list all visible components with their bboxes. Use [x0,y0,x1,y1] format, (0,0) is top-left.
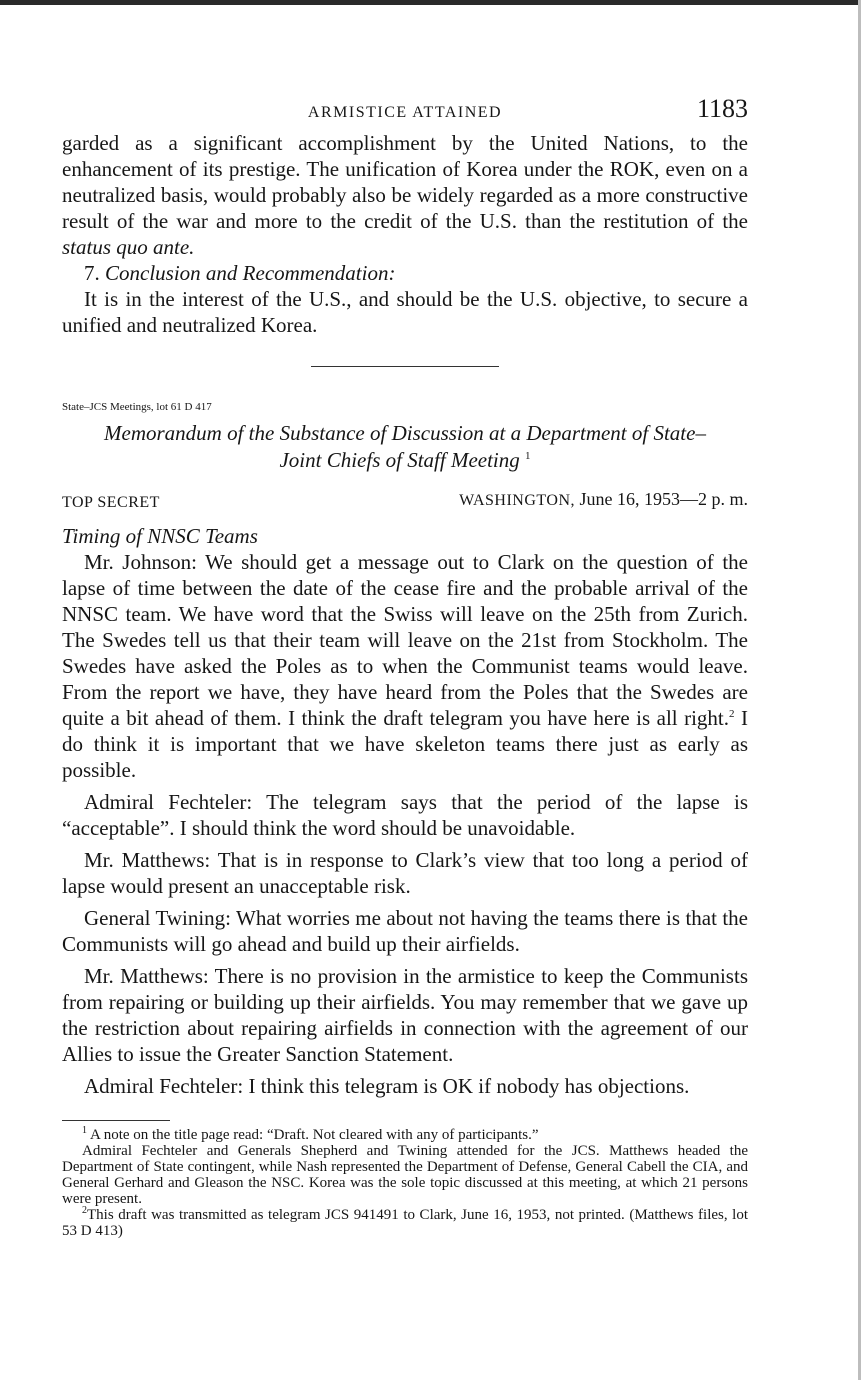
footnote-mark-2: 2 [729,708,735,720]
dateline-place: WASHINGTON, [459,492,575,509]
document-title-line-1: Memorandum of the Substance of Discussion at a Department of State– [104,421,706,445]
document-title-line-2-text: Joint Chiefs of Staff Meeting [279,448,520,472]
document-title-line-2 [62,447,748,474]
footnote-2 [62,1207,748,1239]
continued-paragraph [62,130,748,260]
running-head [62,90,748,130]
discussion-paragraph-fechteler-2: Admiral Fechteler: I think this telegram is OK if nobody has objections. [84,1074,690,1098]
discussion-paragraph-fechteler-1: Admiral Fechteler: The telegram says that the period of the lapse is “acceptable”. I should think the word should be unavoidable. [62,790,748,840]
footnote-2-text: This draft was transmitted as telegram JCS 941491 to Clark, June 16, 1953, not printed. (Matthews files, lot 53 D 413) [62,1207,748,1239]
title-footnote-mark: 1 [525,450,531,462]
page-top-edge [0,0,861,5]
document-source: State–JCS Meetings, lot 61 D 417 [62,401,212,413]
classification-label: TOP SECRET [62,494,160,511]
section-heading: Timing of NNSC Teams [62,524,258,548]
document-meta-line [62,487,748,515]
discussion-paragraph-johnson [62,549,748,783]
page-number: 1183 [696,94,748,123]
discussion-paragraph-matthews-2: Mr. Matthews: There is no provision in the armistice to keep the Communists from repairing or building up their airfields. You may remember that we gave up the restriction about repairing airfields in connection with the agreement of our Allies to issue the Greater Sanction Statement. [62,964,748,1066]
continued-paragraph-text: garded as a significant accomplishment by the United Nations, to the enhancement of its prestige. The unification of Korea under the ROK, even on a neutralized basis, would probably also be widely regarded as a more constructive result of the war and more to the credit of the U.S. than the restitution of the [62,131,748,233]
document-title [62,420,748,474]
footnote-1-mark: 1 [82,1125,87,1136]
recommendation-heading-number: 7. [84,261,100,285]
dateline-date: June 16, 1953—2 p. m. [579,489,748,509]
status-quo-italic: status quo ante. [62,235,195,259]
discussion-text-continued: I do think it is important that we have skeleton teams there just as early as possible. [62,706,748,782]
footnote-2-mark: 2 [82,1205,87,1216]
footnote-1 [62,1127,748,1143]
section-divider [311,366,499,367]
footnote-1-continued: Admiral Fechteler and Generals Shepherd and Twining attended for the JCS. Matthews headed the Department of State contingent, while Nash represented the Department of Defense, General Cabell the CIA, and General Gerhard and Gleason the NSC. Korea was the sole topic discussed at this meeting, at which 21 persons were present. [62,1143,748,1207]
footnote-rule [62,1120,170,1121]
discussion-text: Mr. Johnson: We should get a message out to Clark on the question of the lapse of time between the date of the cease fire and the probable arrival of the NNSC team. We have word that the Swiss will leave on the 25th from Zurich. The Swedes tell us that their team will leave on the 21st from Stockholm. The Swedes have asked the Poles as to when the Communist teams would leave. From the report we have, they have heard from the Poles that the Swedes are quite a bit ahead of them. I think the draft telegram you have here is all right. [62,550,748,730]
discussion-paragraph-twining: General Twining: What worries me about not having the teams there is that the Communists will go ahead and build up their airfields. [62,906,748,956]
dateline [459,487,748,515]
discussion-paragraph-matthews-1: Mr. Matthews: That is in response to Clark’s view that too long a period of lapse would present an unacceptable risk. [62,848,748,898]
recommendation-heading-text: Conclusion and Recommendation: [105,261,396,285]
recommendation-heading [62,260,748,286]
recommendation-paragraph: It is in the interest of the U.S., and should be the U.S. objective, to secure a unified and neutralized Korea. [62,287,748,337]
book-page [62,90,748,1239]
running-head-title: ARMISTICE ATTAINED [307,104,503,121]
footnote-1-text: A note on the title page read: “Draft. Not cleared with any of participants.” [89,1127,539,1143]
